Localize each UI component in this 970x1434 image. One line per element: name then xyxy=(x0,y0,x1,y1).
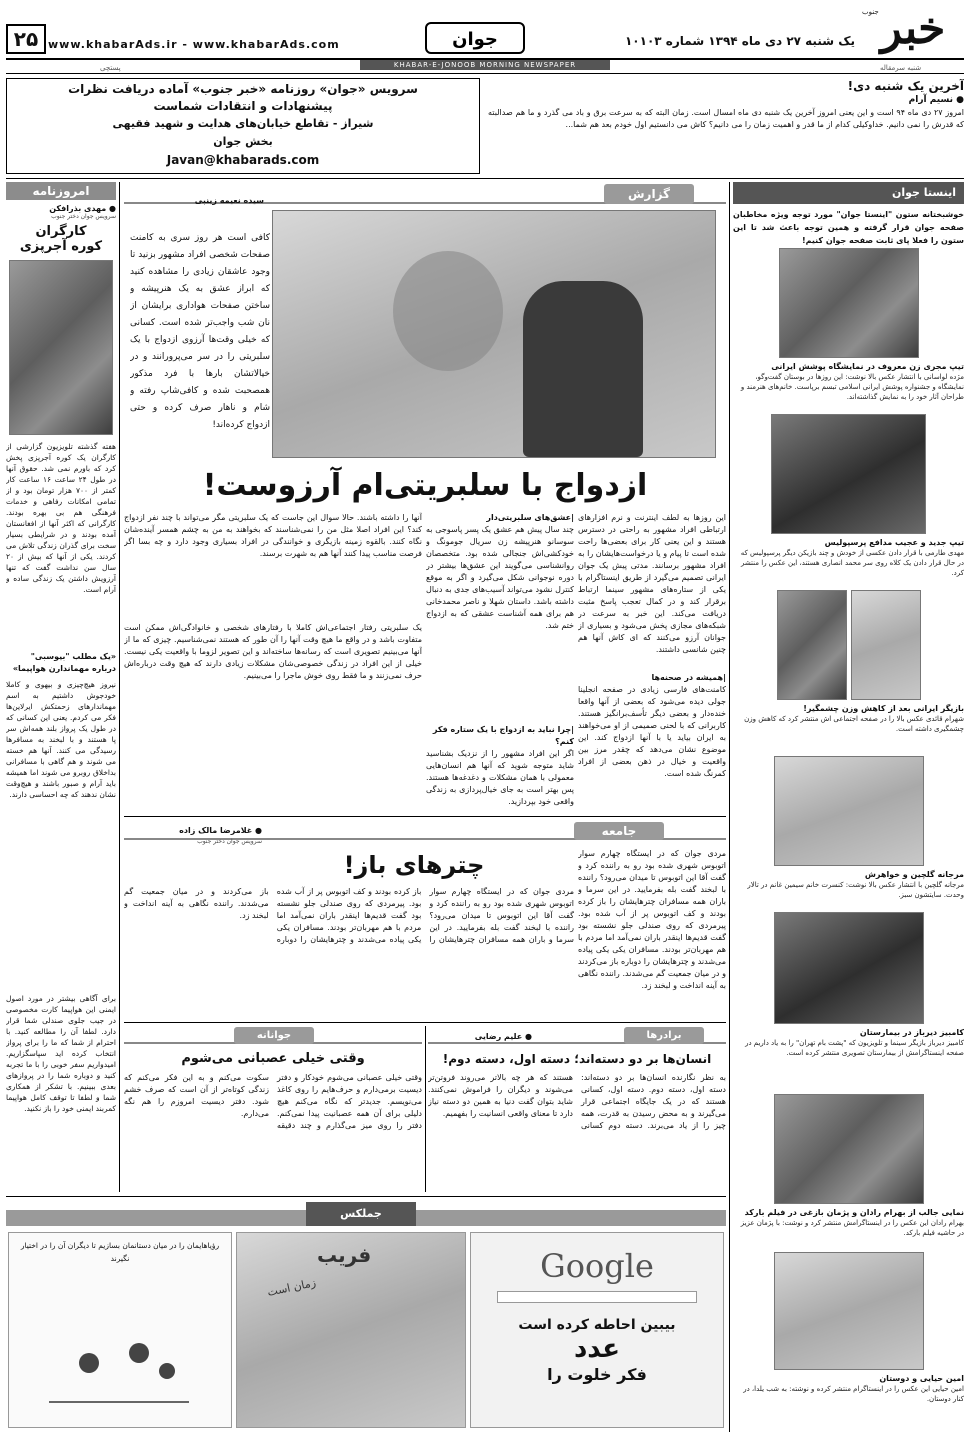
umbrellas-section xyxy=(124,820,726,1020)
insta-item-1 xyxy=(733,248,964,412)
left-author-role: سرویس جوان دختر جنوب xyxy=(51,213,116,220)
insta-item-7 xyxy=(733,1252,964,1414)
logo xyxy=(860,4,966,56)
umbrellas-author-role: سرویس جوان دختر جنوب xyxy=(197,838,262,845)
logo-small: جنوب xyxy=(862,8,879,16)
service-dept: بخش جوان xyxy=(213,135,273,148)
bird-icon xyxy=(159,1363,175,1379)
insta-text-1: مژده لواسانی با انتشار عکس بالا نوشت: این روزها در بوستان گفت‌وگو، نمایشگاه و جشنواره پوشش ایرانی اسلامی تبسم برپاست. خانم‌های هنرمند و طراحان آثار خود را به نمایش گذاشته‌اند. xyxy=(740,373,964,401)
ad-deceit xyxy=(236,1232,466,1428)
insta-section-bar xyxy=(733,182,964,204)
ads-section-label: جملکس xyxy=(340,1207,382,1220)
celebrity-wall-photo xyxy=(272,210,716,458)
umbrellas-headline: چترهای باز! xyxy=(343,851,485,879)
insta-photo-3a xyxy=(851,590,921,700)
report-col1b-text: کامنت‌های فارسی زیادی در صفحه انجلینا جولی دیده می‌شود که بعضی از آنها واقعا خنده‌دار و بعضی دیگر تأسف‌برانگیز هستند. کاربرانی که با لحنی صمیمی از او می‌خواهند به ایران بیاید یا با آنها ازدواج کند. این موضوع نشان می‌دهد که چقدر مرز بین واقعیت و خیال در ذهن بعضی از افراد کمرنگ شده است. xyxy=(578,685,726,778)
youth-body: وقتی خیلی عصبانی می‌شوم خودکار و دفتر دیسیت برمی‌دارم و حرف‌هایم را روی کاغذ می‌نویسم. جدیدتر که نگاه می‌کنم هیچ دلیلی برای آن همه عصبانیت پیدا نمی‌کنم. دفتر را روی میز می‌گذارم و چند دقیقه سکوت می‌کنم و به این فکر می‌کنم که زندگی کوتاه‌تر از آن است که صرف خشم شود. دفتر دیسیت امروزم را هم نگه می‌دارم. xyxy=(124,1073,422,1130)
ads-section xyxy=(6,1200,726,1430)
logo-text: خبر xyxy=(880,3,946,54)
left-author: ● مهدی بذرافکن xyxy=(49,204,116,213)
insta-caption-7: امین حیایی و دوستان xyxy=(879,1374,964,1383)
insta-caption-5: کامبیز دیرباز در بیمارستان xyxy=(859,1028,964,1037)
left-headline-1: کارگران xyxy=(35,224,87,239)
editorial-author: ● نسیم آرام xyxy=(908,95,964,105)
service-line2: پیشنهادات و انتقادات شماست xyxy=(153,99,333,113)
ad-google-line1: بیبین احاطه کرده است xyxy=(518,1317,676,1333)
brothers-label: برادرها xyxy=(646,1030,682,1041)
website-url: www.khabarAds.ir - www.khabarAds.com xyxy=(48,38,340,51)
brothers-headline: انسان‌ها بر دو دسته‌اند؛ دسته اول، دسته دوم! xyxy=(442,1052,712,1066)
youth-label: جوانانه xyxy=(256,1030,292,1041)
report-section-label: گزارش xyxy=(627,187,671,201)
insta-item-5 xyxy=(733,912,964,1090)
insta-text-3: شهرام قائدی عکس بالا را در صفحه اجتماعی اش منتشر کرد که کاهش وزن چشمگیری داشته است. xyxy=(744,715,964,733)
report-col1-text: این روزها به لطف اینترنت و نرم افزارهای ارتباطی افراد مشهور به راحتی در دسترس هستند و این یعنی کار برای بعضی‌ها راحت شده است تا پیام و یا درخواست‌هایشان را به افراد مشهور برسانند. مدتی پیش یک جوان ایرانی تصمیم می‌گیرد از طریق اینستاگرام با یکی از ستاره‌های مشهور سینما ارتباط برقرار کند و در کمال تعجب پاسخ مثبت دریافت می‌کند. این خبر به سرعت در شبکه‌های مجازی پخش می‌شود و بسیاری از جوانان آرزو می‌کنند که ای کاش آنها هم چنین شانسی داشتند. xyxy=(578,513,726,654)
insta-column xyxy=(733,182,964,1432)
left-headline-2: کوره آجرپزی xyxy=(19,239,103,254)
report-col3b-text: یک سلبریتی رفتار اجتماعی‌اش کاملا با رفتارهای شخصی و خانوادگی‌اش ممکن است متفاوت باشد و در واقع ما هیچ وقت آنها را آن طور که هستند نمی‌شناسیم. چیزی که ما از آنها می‌بینیم تصویری است که رسانه‌ها ساخته‌اند و این تصویر لزوما با واقعیت یکی نیست. خیلی از این افراد در زندگی خصوصی‌شان مشکلات زیادی دارند که هیچ وقت درباره‌اش حرف نمی‌زنند و ما فقط روی خوش ماجرا را می‌بینیم. xyxy=(124,623,422,680)
wall-shadow xyxy=(393,251,503,371)
insta-photo-5 xyxy=(774,912,924,1024)
birds-figure xyxy=(49,1323,189,1403)
brothers-author: ● علیم رضایی xyxy=(474,1032,532,1041)
sitting-man-figure xyxy=(523,281,643,457)
youth-headline: وقتی خیلی عصبانی می‌شوم xyxy=(181,1051,365,1066)
insta-caption-2: تیپ جدید و عجیب مدافع پرسپولیس xyxy=(824,538,964,547)
report-col2b-text: اگر این افراد مشهور را از نزدیک بشناسید شاید متوجه شوید که آنها هم انسان‌هایی معمولی با همان مشکلات و دغدغه‌ها هستند. پس بهتر است به جای خیال‌پردازی به زندگی واقعی خود بپردازید. xyxy=(426,749,574,806)
brothers-section xyxy=(428,1026,726,1192)
left-body-2: نیروز هیچ‌چیزی و بیهوی و کاملا خودجوش داشتیم به اسم مهماندارهای زحمتکش ایرلاین‌ها فکر می کردم. یعنی این کسانی که در طول یک پرواز بلند همه‌اش سر پا هستند و با لبخند به مسافرها رسیدگی می کنند. آنها هم خسته می شوند و هم گاهی با مسافرانی بداخلاق روبرو می شوند اما همیشه باید آرام و صبور باشند و هیچ‌وقت نشان ندهند که چه احساسی دارند. xyxy=(6,680,116,799)
left-section-label: امروزنامه xyxy=(32,184,90,198)
insta-divider xyxy=(729,182,730,1432)
report-col-1 xyxy=(578,512,726,812)
insta-item-4 xyxy=(733,756,964,908)
report-headline: ازدواج با سلبریتی‌ام آرزوست! xyxy=(202,468,648,503)
latin-strip xyxy=(360,60,610,70)
report-bottom-rule xyxy=(124,816,726,817)
corner-label-right: شنبه سرمقاله xyxy=(880,64,922,72)
report-col1-sub: |همیشه در صحنه‌ها xyxy=(651,673,726,682)
umbrellas-bottom-rule xyxy=(124,1022,726,1023)
insta-text-2: مهدی طارمی با قرار دادن عکسی از خودش و چند بازیکن دیگر پرسپولیس که در حال قرار دادن یک کلاه روی سر محمد انصاری هستند، این عکس را منتشر کرد. xyxy=(740,549,964,577)
insta-caption-1: تیپ مجری زن معروف در نمایشگاه پوشش ایرانی xyxy=(771,362,964,371)
insta-item-2 xyxy=(733,414,964,588)
report-col3-text: آنها را داشته باشند. حالا سوال این جاست که یک سلبریتی مگر می‌تواند با چند نفر ازدواج کند؟ این افراد اصلا مثل من را نمی‌شناسند که بخواهند به من به چشم همسر آینده‌شان نگاه کنند. بالقوه زمینه بازیگری و خوانندگی در افراد بسیاری وجود دارد و چه بسا اگر فرصت مناسب پیدا کنند آنها هم به شهرت برسند. xyxy=(124,513,422,558)
report-col2-sub2: |چرا نباید به ازدواج با یک ستاره فکر کنم؟ xyxy=(432,725,574,746)
brick-worker-photo xyxy=(9,260,113,435)
insta-text-6: بهرام رادان این عکس را در اینستاگرامش منتشر کرد و نوشت: با پژمان عزیز در حاشیه فیلم بارکد. xyxy=(740,1219,964,1237)
umbrellas-label: جامعه xyxy=(601,824,637,838)
ad-dreams-text: رؤیاهایمان را در میان دستانمان بسازیم تا دیگران آن را در اختیار نگیرند xyxy=(20,1241,220,1263)
report-quote xyxy=(130,230,270,470)
insta-intro: خوشبختانه ستون "اینستا جوان" مورد توجه ویژه مخاطبان صفحه جوان قرار گرفته و همین توجه باعث شد تا این ستون را فعلا پای ثابت صفحه جوان کنیم! xyxy=(733,210,964,245)
header-rule-2 xyxy=(6,73,964,74)
insta-photo-3-pair xyxy=(733,590,964,700)
date-issue: یک شنبه ۲۷ دی ماه ۱۳۹۴ شماره ۱۰۱۰۳ xyxy=(624,34,855,48)
top-rule xyxy=(6,178,964,179)
editorial-body: امروز ۲۷ دی ماه ۹۴ است و این یعنی امروز آخرین یک شنبه دی ماه امسال است. زمان البته که به سرعت برق و باد می گذرد و ما هم صدالبته که قدرش را نمی دانیم. خداوکیلی کدام از ما قدر و اهمیت زمان را می دانیم؟ کاش می دانستیم اول خودم بعد هم شما... xyxy=(488,108,964,129)
ad-deceit-title: فریب xyxy=(317,1243,372,1267)
section-title xyxy=(425,22,525,54)
insta-item-3 xyxy=(733,590,964,742)
report-col-2 xyxy=(426,512,574,812)
report-col2-text: چند سال پیش هم عشق یک پسر پاسوجی به سوسانو هنرپیشه زن سریال جومونگ و خودکشی‌اش جنجالی شده بود. متخصصان روانشناسی می‌گویند این عشق‌ها بیشتر در دوره نوجوانی شکل می‌گیرد و اگر به موقع کنترل نشود می‌تواند آسیب‌های جدی به دنبال داشته باشد. داستان شهلا و ناصر محمدخانی هم برای همه آشناست عشقی که به ازدواج ختم شد. xyxy=(426,525,574,630)
ad-google xyxy=(470,1232,724,1428)
page-number-box xyxy=(6,24,46,54)
insta-photo-3b xyxy=(777,590,847,700)
left-body-1: هفته گذشته تلویزیون گزارشی از کارگران یک کوره آجرپزی پخش کرد که باورم نمی شد. حقوق آنها در طول ۲۴ ساعت ۱۶ ساعت کار کمتر از ۷۰۰ هزار تومان بود و از تمامی امکانات رفاهی و خدمات فرهنگی هم بی بهره بودند. کارگرانی که اکثر آنها از افغانستان آمده بودند و در شرایطی بسیار سخت برای گذران زندگی تلاش می کردند. یکی از آنها که بیش از ۲۰ سال سن نداشت گفت که تنها آرزویش داشتن یک زندگی ساده و آرام است. xyxy=(6,442,116,594)
left-section-bar xyxy=(6,182,116,200)
report-author: سیده نعیمه زینبی xyxy=(194,196,264,205)
bird-icon xyxy=(129,1343,149,1363)
report-col-3 xyxy=(124,512,422,812)
umbrellas-body-1: مردی جوان که در ایستگاه چهارم سوار اتوبوس شهری شده بود رو به راننده کرد و گفت آقا این اتوبوس تا میدان می‌رود؟ راننده با لبخند گفت بله بفرمایید. در این سرما و باران همه مسافران چترهایشان را باز کرده بودند و کف اتوبوس پر از آب شده بود. پیرمردی که روی صندلی جلو نشسته بود گفت قدیم‌ها اینقدر باران نمی‌آمد اما مردم با هم مهربان‌تر بودند. مسافران یکی یکی پیاده می‌شدند و چترهایشان را دوباره باز می‌کردند و در میان جمعیت گم می‌شدند. راننده نگاهی به آینه انداخت و لبخند زد. xyxy=(578,849,726,990)
umbrellas-author: ● غلامرضا مالک زاده xyxy=(179,826,262,835)
insta-text-5: کامبیز دیرباز بازیگر سینما و تلویزیون که "پشت بام تهران" را به یاد داریم در صفحه اینستاگرامش از بیمارستان تصویری منتشر کرده است. xyxy=(745,1039,964,1057)
umbrellas-tag xyxy=(574,822,664,840)
corner-label-left: پستچی xyxy=(100,64,121,72)
brothers-body: به نظر نگارنده انسان‌ها بر دو دسته‌اند: دسته اول، دسته دوم. دسته اول، کسانی هستند که در یک جایگاه اجتماعی قرار می‌گیرند و به محض رسیدن به قدرت، همه چیز را از یاد می‌برند. دسته دوم کسانی هستند که هر چه بالاتر می‌روند فروتن‌تر می‌شوند و دیگران را فراموش نمی‌کنند. شاید بتوان گفت دنیا به همین دو دسته نیاز دارد تا معنای واقعی انسانیت را بفهمیم. xyxy=(428,1073,726,1130)
insta-caption-6: نمایی جالب از بهرام رادان و پژمان بازغی در فیلم بارکد xyxy=(744,1208,964,1217)
report-col2-sub: |عشق‌های سلبریتی‌دار xyxy=(486,513,574,522)
ad-dreams xyxy=(8,1232,232,1428)
insta-photo-4 xyxy=(774,756,924,866)
insta-section-label: اینستا جوان xyxy=(891,186,956,199)
youth-tag xyxy=(234,1027,314,1044)
insta-text-7: امین حیایی این عکس را در اینستاگرام منتشر کرده و نوشته: به شب یلدا، در کنار دوستان. xyxy=(743,1385,964,1403)
insta-caption-3: بازیگر ایرانی بعد از کاهش وزن چشمگیر! xyxy=(803,704,964,713)
ads-top-rule xyxy=(6,1196,726,1197)
search-bar xyxy=(497,1291,697,1303)
top-editorial xyxy=(488,78,964,174)
service-email[interactable]: Javan@khabarads.com xyxy=(166,153,320,167)
insta-photo-6 xyxy=(774,1094,924,1204)
umbrellas-body-2: مردی جوان که در ایستگاه چهارم سوار اتوبوس شهری شده بود رو به راننده کرد و گفت آقا این اتوبوس تا میدان می‌رود؟ راننده با لبخند گفت بله بفرمایید. در این سرما و باران همه مسافران چترهایشان را باز کرده بودند و کف اتوبوس پر از آب شده بود. پیرمردی که روی صندلی جلو نشسته بود گفت قدیم‌ها اینقدر باران نمی‌آمد اما مردم با هم مهربان‌تر بودند. مسافران یکی یکی پیاده می‌شدند و چترهایشان را دوباره باز می‌کردند و در میان جمعیت گم می‌شدند. راننده نگاهی به آینه انداخت و لبخند زد. xyxy=(124,887,574,944)
youth-note-section xyxy=(124,1026,422,1192)
report-section-tag xyxy=(604,184,694,204)
ad-google-brand: Google xyxy=(540,1247,654,1285)
insta-photo-2 xyxy=(771,414,926,534)
ad-google-line2: عدد xyxy=(573,1334,621,1364)
insta-photo-7 xyxy=(774,1252,924,1370)
brothers-tag xyxy=(624,1027,704,1044)
service-line1: سرویس «جوان» روزنامه «خبر جنوب» آماده دریافت نظرات xyxy=(68,82,418,96)
ads-section-tag xyxy=(306,1202,416,1226)
report-section xyxy=(124,182,726,812)
latin-strip-text: KHABAR-E-JONOOB MORNING NEWSPAPER xyxy=(393,61,577,69)
insta-photo-1 xyxy=(779,248,919,358)
insta-item-6 xyxy=(733,1094,964,1248)
insta-text-4: مرجانه گلچین با انتشار عکس بالا نوشت: کنسرت خانم سیمین غانم در تالار وحدت. سایتشون سبز. xyxy=(747,881,964,899)
service-box xyxy=(6,78,480,174)
insta-caption-4: مرجانه گلچین و خواهرش xyxy=(864,870,964,879)
page-number: ۲۵ xyxy=(13,27,39,51)
brothers-divider xyxy=(425,1026,426,1192)
left-subtitle: «یک مطلب "بیوسبی" درباره مهماندارن هواپیما» xyxy=(12,652,116,673)
ad-google-line3: فکر خلوت را xyxy=(547,1365,647,1384)
bird-icon xyxy=(79,1353,99,1373)
left-column xyxy=(6,182,116,1192)
section-title-text: جوان xyxy=(452,29,498,50)
editorial-title: آخرین یک شنبه دی! xyxy=(847,79,964,93)
service-address: شیراز - تقاطع خیابان‌های هدایت و شهید فقیهی xyxy=(112,117,374,130)
left-body-3: برای آگاهی بیشتر در مورد اصول ایمنی این هواپیما کارت مخصوصی در جیب جلوی صندلی شما قرار دارد. لطفا آن را مطالعه کنید. با احترام از شما که ما را برای پرواز انتخاب کرده اید سپاسگزاریم. امیدواریم سفر خوبی را با ما تجربه کنید و دوباره شما را در پروازهای بعدی ببینیم. با تشکر از همکاری شما و لطفا تا توقف کامل هواپیما کمربند ایمنی خود را باز نکنید. xyxy=(6,994,116,1113)
left-col-divider xyxy=(119,182,120,1192)
report-quote-text: کافی است هر روز سری به کامنت صفحات شخصی افراد مشهور بزنید تا وجود عاشقان زیادی را مشاهده کنید که ابراز عشق به یک هنرپیشه و ساختن صفحات هواداری برایشان از نان شب واجب‌تر شده است. کسانی که خیلی وقت‌ها آرزوی ازدواج با یک سلبریتی را در سر می‌پرورانند و در خیالاتشان بارها با فرد مذکور همصحبت شده و کافی‌شاپ رفته و شام و ناهار صرف کرده و حتی ازدواج کرده‌اند! xyxy=(130,233,270,430)
ad-deceit-sub: زمان است xyxy=(266,1276,318,1299)
